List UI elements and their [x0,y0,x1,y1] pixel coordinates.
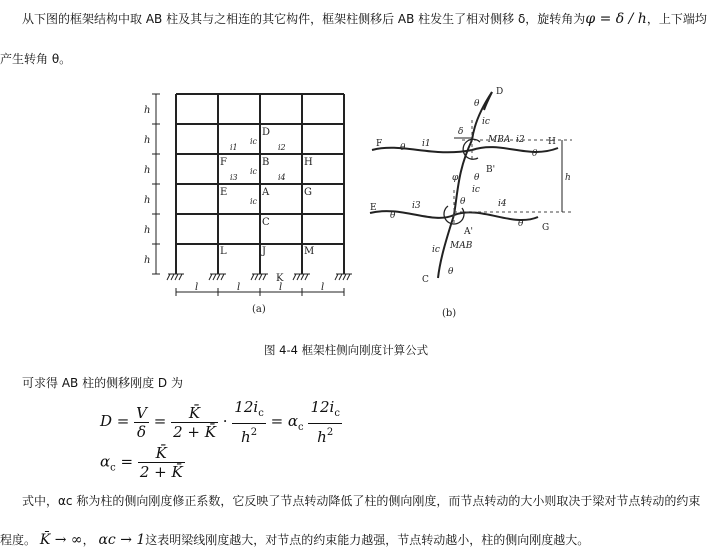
node-L: L [220,246,227,257]
label-theta-A: θ [460,197,466,207]
explanation-math-1: K̄ → ∞ [39,532,83,548]
label-theta-F: θ [400,143,406,153]
dim-l-1: l [195,282,199,293]
node-M: M [304,246,315,257]
label-i4: i4 [498,199,507,209]
dim-l-3: l [279,282,283,293]
frame-diagram-a [140,86,360,316]
member-i4: i4 [278,173,286,182]
dim-h-1: h [144,105,151,116]
member-i1: i1 [230,143,238,152]
dim-l-2: l [237,282,241,293]
label-i3: i3 [412,201,421,211]
intro-text-a: 从下图的框架结构中取 AB 柱及其与之相连的其它构件，框架柱侧移后 AB 柱发生了相对侧移 δ，旋转角为 [22,12,586,26]
eq1-12i: 12i [234,398,259,416]
explanation-comma: ， [82,533,95,547]
label-B-prime: B' [486,165,496,175]
explanation-text-b1: 程度。 [0,533,37,547]
label-theta-C: θ [448,267,454,277]
rotation-formula: φ = δ / h [585,11,647,27]
label-MBA: MBA [488,135,511,145]
eq1-h-2: h [317,428,327,446]
node-B: B [262,157,270,168]
node-E: E [220,187,228,198]
intro-line-1 [22,10,707,27]
node-K: K [276,273,284,284]
eq2-Kbar: K̄ [155,444,167,462]
dim-l-4: l [321,282,325,293]
eq1-delta: δ [137,422,147,441]
label-MAB: MAB [450,241,473,251]
dim-h-4: h [144,195,151,206]
label-delta: δ [458,127,464,137]
label-phi: φ [452,173,459,183]
dim-h-5: h [144,225,151,236]
dim-h-6: h [144,255,151,266]
label-F: F [376,139,383,149]
node-C: C [262,217,270,228]
eq1-h: h [241,428,251,446]
equation-alpha: $\alpha_c$ = $\frac{K̄}{2 + K̄}$ [100,444,183,481]
node-D: D [262,127,271,138]
eq1-alpha-sub: c [298,422,304,433]
eq1-h-sup: 2 [250,427,258,438]
explanation-line-1: 式中，αc 称为柱的侧向刚度修正系数，它反映了节点转动降低了柱的侧向刚度，而节点转动的大小则取决于梁对节点转动的约束 [22,494,701,508]
intro-line-2 [0,50,71,67]
label-ic-top: ic [482,117,490,127]
eq1-frac-12ic [232,398,266,446]
eq1-frac-K [171,404,218,441]
member-i2: i2 [278,143,286,152]
explanation-math-2: αc → 1 [98,532,146,548]
label-ic-mid: ic [472,185,480,195]
label-D: D [496,87,504,97]
eq1-Kbar: K̄ [188,403,201,422]
eq1-h-2-sup: 2 [326,427,334,438]
label-ic-low: ic [432,245,440,255]
eq1-lhs: D [100,412,113,430]
eq1-12i-sub: c [258,408,264,419]
node-F: F [220,157,227,168]
dim-h-2: h [144,135,151,146]
frame-diagram-b [362,80,582,320]
member-ic-low: ic [250,197,258,206]
explanation-text-b2: 这表明梁线刚度越大，对节点的约束能力越强，节点转动越小，柱的侧向刚度越大。 [145,533,590,547]
eq2-2plusK: 2 + K̄ [139,463,183,481]
eq1-V: V [136,403,147,422]
node-G: G [304,187,312,198]
label-i1: i1 [422,139,431,149]
label-theta-E: θ [390,211,396,221]
figure-label-b: (b) [442,308,457,319]
figure-label-a: (a) [252,304,266,315]
member-i3: i3 [230,173,238,182]
node-J: J [262,246,267,257]
intro-text-c: 产生转角 θ。 [0,52,72,66]
eq1-dot: · [222,412,228,430]
label-theta-G: θ [518,219,524,229]
stiffness-intro: 可求得 AB 柱的侧移刚度 D 为 [22,376,183,390]
equation-D: D = $\frac{V}{\delta}$ = $\frac{K̄}{2 + K̄}$ · $\frac{12i_c}{h^2}$ = $\alpha_c$ $\frac{12i_c}{h^2}$ [100,398,340,446]
eq1-frac-12ic-2 [308,398,342,446]
label-h: h [565,173,571,183]
label-H: H [548,137,556,147]
label-E: E [370,203,377,213]
label-theta-H: θ [532,149,538,159]
node-A: A [262,187,270,198]
dim-h-3: h [144,165,151,176]
eq1-alpha: α [287,412,299,430]
eq2-alpha: α [100,452,111,471]
intro-text-b: ，上下端均 [646,12,707,26]
label-C: C [422,275,429,285]
eq1-12i-2-sub: c [334,408,340,419]
member-ic-top: ic [250,137,258,146]
label-A-prime: A' [464,227,473,237]
eq1-2plusK: 2 + K̄ [173,422,216,441]
explanation-line-2 [0,531,589,548]
node-H: H [304,157,313,168]
eq2-frac [138,444,185,481]
eq1-12i-2: 12i [310,398,335,416]
label-i2: i2 [516,135,525,145]
figure-caption: 图 4-4 框架柱侧向刚度计算公式 [264,343,429,357]
member-ic-mid: ic [250,167,258,176]
eq2-alpha-sub: c [110,462,116,474]
label-G: G [542,223,550,233]
label-theta-B: θ [474,173,480,183]
label-theta-top: θ [474,99,480,109]
eq1-frac-V-delta [134,404,149,441]
